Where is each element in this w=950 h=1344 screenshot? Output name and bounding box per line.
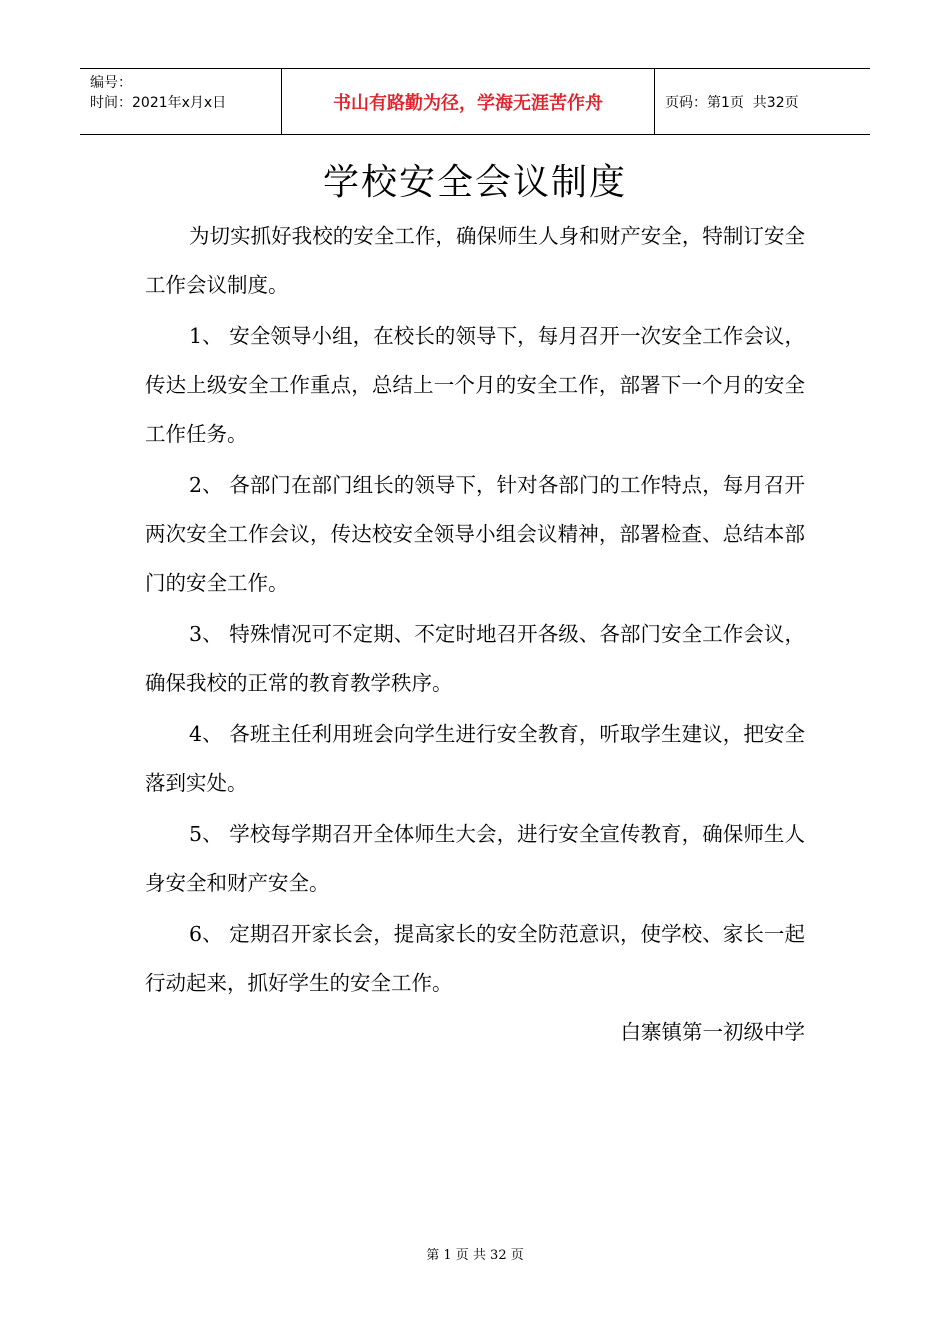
header-page-cell [655, 69, 870, 134]
signature: 白寨镇第一初级中学 [620, 1020, 805, 1044]
list-item [145, 810, 805, 908]
list-item [145, 910, 805, 1008]
list-item [145, 610, 805, 708]
list-item-text: 学校每学期召开全体师生大会，进行安全宣传教育，确保师生人身安全和财产安全。 [145, 822, 805, 895]
list-item-text: 各班主任利用班会向学生进行安全教育，听取学生建议，把安全落到实处。 [145, 722, 805, 795]
list-item-number: 3、 [189, 622, 223, 646]
list-item-number: 6、 [189, 922, 223, 946]
document-body [145, 212, 805, 1078]
list-item-number: 4、 [189, 722, 223, 746]
header-meta-cell [80, 69, 282, 134]
list-item-number: 1、 [189, 324, 223, 348]
header-page-info: 页码：第1页 共32页 [665, 94, 799, 111]
document-header [80, 68, 870, 135]
number-label: 编号： [90, 75, 132, 91]
list-item [145, 461, 805, 608]
time-label: 时间：2021年x月x日 [90, 95, 227, 111]
intro-paragraph: 为切实抓好我校的安全工作，确保师生人身和财产安全，特制订安全工作会议制度。 [145, 224, 805, 297]
header-motto-cell [282, 69, 655, 134]
list-item-text: 各部门在部门组长的领导下，针对各部门的工作特点，每月召开两次安全工作会议，传达校安全领导小组会议精神，部署检查、总结本部门的安全工作。 [145, 473, 805, 595]
list-item-number: 5、 [189, 822, 223, 846]
list-item-text: 特殊情况可不定期、不定时地召开各级、各部门安全工作会议，确保我校的正常的教育教学秩序。 [145, 622, 805, 695]
list-item [145, 312, 805, 459]
header-motto: 书山有路勤为径，学海无涯苦作舟 [333, 92, 603, 114]
page-title: 学校安全会议制度 [322, 162, 627, 203]
list-item-text: 定期召开家长会，提高家长的安全防范意识，使学校、家长一起行动起来，抓好学生的安全工作。 [145, 922, 805, 995]
list-item [145, 710, 805, 808]
page-footer: 第 1 页 共 32 页 [426, 1248, 524, 1263]
list-item-text: 安全领导小组，在校长的领导下，每月召开一次安全工作会议，传达上级安全工作重点，总结上一个月的安全工作，部署下一个月的安全工作任务。 [145, 324, 805, 446]
list-item-number: 2、 [189, 473, 223, 497]
